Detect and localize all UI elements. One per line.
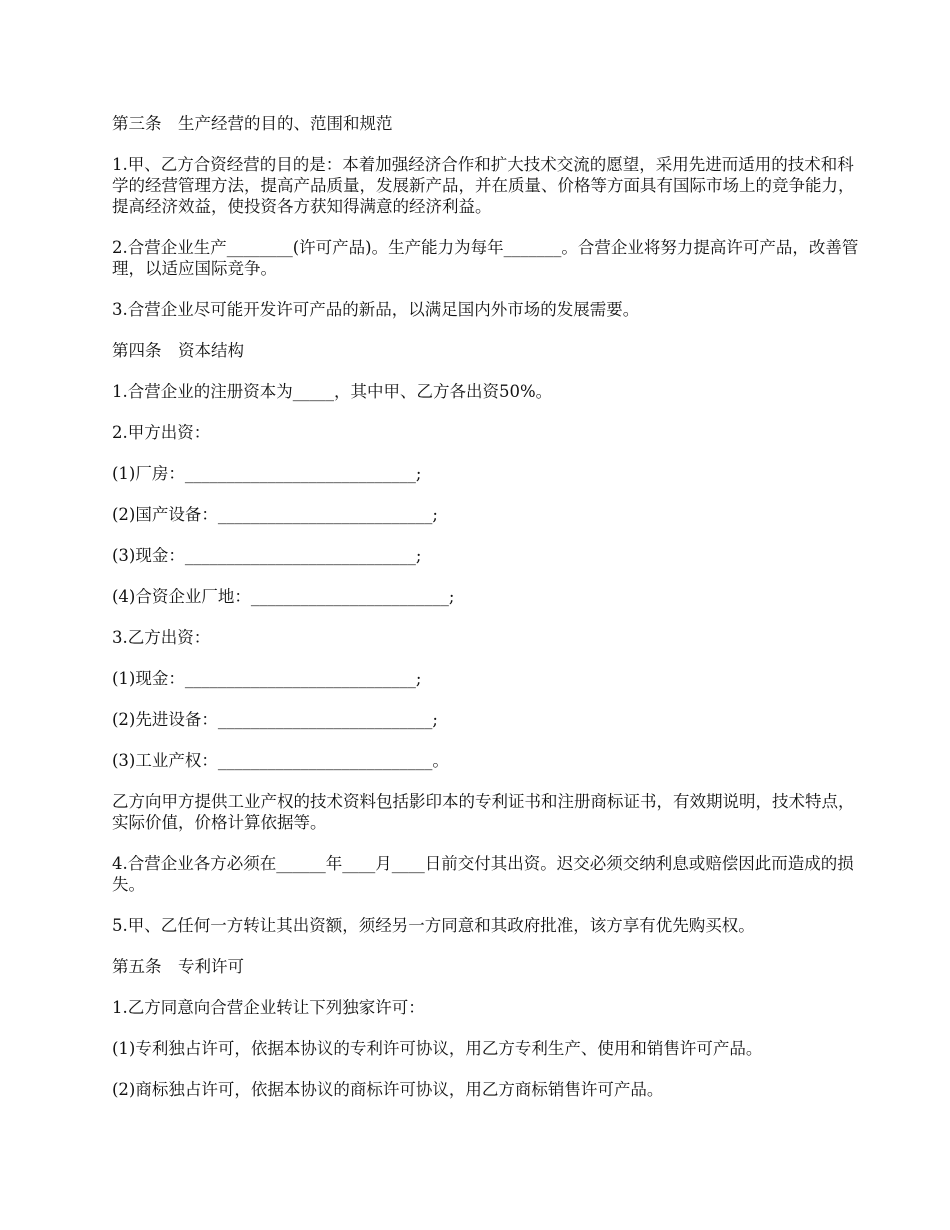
industrial-property-note: 乙方向甲方提供工业产权的技术资料包括影印本的专利证书和注册商标证书，有效期说明，技术特点，实际价值，价格计算依据等。: [112, 792, 855, 832]
article-4-clause-5: 5.甲、乙任何一方转让其出资额，须经另一方同意和其政府批准，该方享有优先购买权。: [112, 916, 755, 935]
article-4-clause-1: 1.合营企业的注册资本为_____，其中甲、乙方各出资50%。: [112, 382, 553, 401]
license-item-2: (2)商标独占许可，依据本协议的商标许可协议，用乙方商标销售许可产品。: [112, 1080, 664, 1099]
license-item-1: (1)专利独占许可，依据本协议的专利许可协议，用乙方专利生产、使用和销售许可产品。: [112, 1039, 763, 1058]
document-page: [112, 113, 864, 1120]
article-5-heading: 第五条 专利许可: [112, 957, 244, 976]
party-a-item-3: (3)现金：____________________________;: [112, 546, 422, 565]
article-3-clause-2: 2.合营企业生产________(许可产品)。生产能力为每年_______。合营企业将努力提高许可产品，改善管理，以适应国际竞争。: [112, 238, 859, 278]
article-5-clause-1: 1.乙方同意向合营企业转让下列独家许可：: [112, 998, 425, 1017]
article-4-clause-4: 4.合营企业各方必须在______年____月____日前交付其出资。迟交必须交纳利息或赔偿因此而造成的损失。: [112, 854, 854, 894]
party-b-item-2: (2)先进设备：__________________________;: [112, 710, 438, 729]
party-b-item-3: (3)工业产权：__________________________。: [112, 751, 449, 770]
party-a-item-1: (1)厂房：____________________________;: [112, 464, 422, 483]
party-a-item-4: (4)合资企业厂地：________________________;: [112, 587, 455, 606]
article-4-clause-2: 2.甲方出资：: [112, 423, 211, 442]
party-a-item-2: (2)国产设备：__________________________;: [112, 505, 438, 524]
article-4-clause-3: 3.乙方出资：: [112, 628, 211, 647]
article-4-heading: 第四条 资本结构: [112, 341, 244, 360]
article-3-heading: 第三条 生产经营的目的、范围和规范: [112, 114, 393, 133]
article-3-clause-3: 3.合营企业尽可能开发许可产品的新品，以满足国内外市场的发展需要。: [112, 300, 640, 319]
article-3-clause-1: 1.甲、乙方合资经营的目的是：本着加强经济合作和扩大技术交流的愿望，采用先进而适用的技术和科学的经营管理方法，提高产品质量，发展新产品，并在质量、价格等方面具有国际市场上的竞争能力，提高经济效益，使投资各方获知得满意的经济利益。: [112, 155, 855, 216]
party-b-item-1: (1)现金：____________________________;: [112, 669, 422, 688]
